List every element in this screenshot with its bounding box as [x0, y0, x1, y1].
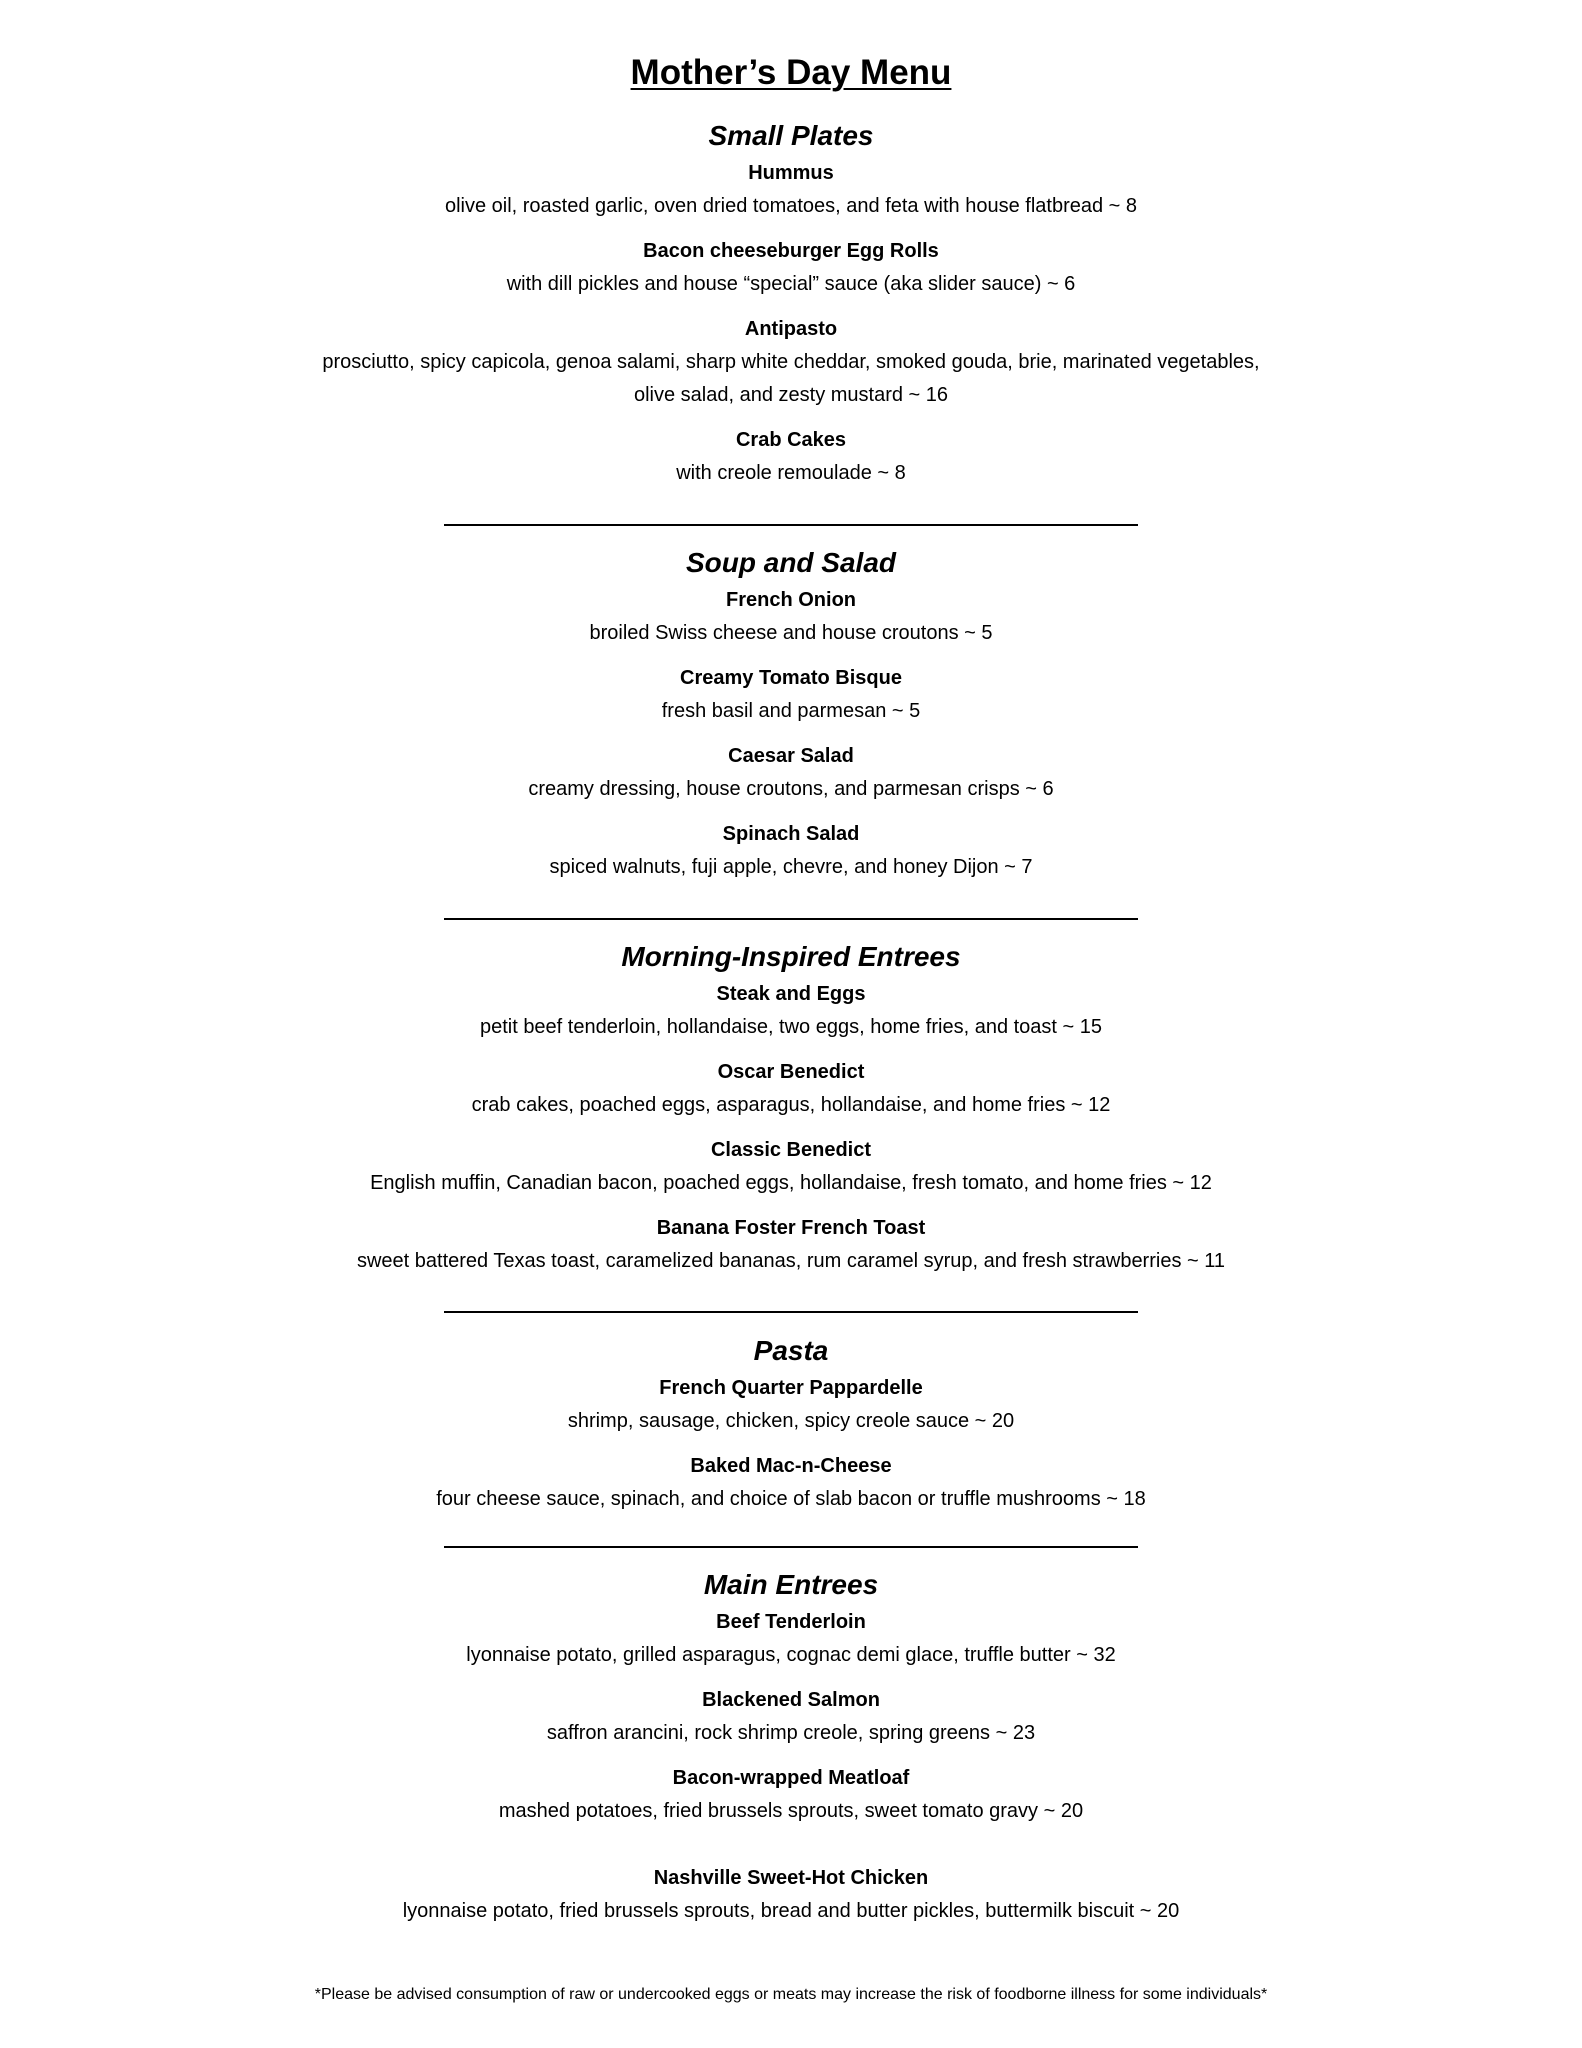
menu-item-french-quarter-pappardelle: [0, 1372, 1582, 1438]
item-description-line: petit beef tenderloin, hollandaise, two eggs, home fries, and toast ~ 15: [479, 1016, 1103, 1038]
item-description: [0, 617, 1582, 650]
section-title: Pasta: [753, 1335, 829, 1366]
item-description-line: saffron arancini, rock shrimp creole, spring greens ~ 23: [546, 1722, 1036, 1744]
item-description: [0, 1089, 1582, 1122]
menu-item-french-onion: [0, 584, 1582, 650]
item-description-line: spiced walnuts, fuji apple, chevre, and honey Dijon ~ 7: [549, 856, 1033, 878]
menu-item-hummus: [0, 157, 1582, 223]
item-name: Baked Mac-n-Cheese: [690, 1455, 892, 1477]
menu-item-antipasto: [0, 313, 1582, 412]
section-small-plates: [0, 117, 1582, 502]
menu-item-baked-mac-n-cheese: [0, 1450, 1582, 1516]
item-description-line: lyonnaise potato, grilled asparagus, cognac demi glace, truffle butter ~ 32: [466, 1644, 1116, 1666]
menu-item-steak-and-eggs: [0, 978, 1582, 1044]
item-description: [0, 457, 1582, 490]
item-name: Steak and Eggs: [716, 983, 866, 1005]
item-name: Bacon cheeseburger Egg Rolls: [643, 240, 939, 262]
item-name: French Onion: [726, 589, 856, 611]
item-name: Bacon-wrapped Meatloaf: [672, 1767, 910, 1789]
item-description: [0, 851, 1582, 884]
page-title: Mother’s Day Menu: [630, 53, 952, 92]
item-name: Oscar Benedict: [717, 1061, 865, 1083]
item-description: [0, 695, 1582, 728]
item-name: Nashville Sweet-Hot Chicken: [653, 1867, 929, 1889]
section-title: Small Plates: [708, 120, 874, 151]
item-description-line: olive salad, and zesty mustard ~ 16: [633, 384, 949, 406]
food-safety-disclaimer: *Please be advised consumption of raw or undercooked eggs or meats may increase the risk of foodborne illness for some individuals*: [314, 1986, 1268, 2003]
section-title: Soup and Salad: [685, 547, 897, 578]
item-description: [0, 1895, 1582, 1928]
menu-item-blackened-salmon: [0, 1684, 1582, 1750]
item-name: Hummus: [748, 162, 834, 184]
item-description-line: lyonnaise potato, fried brussels sprouts, bread and butter pickles, buttermilk biscuit ~ 20: [402, 1900, 1180, 1922]
item-description: [0, 773, 1582, 806]
item-description-line: crab cakes, poached eggs, asparagus, hollandaise, and home fries ~ 12: [471, 1094, 1111, 1116]
item-name: Beef Tenderloin: [716, 1611, 866, 1633]
item-description-line: four cheese sauce, spinach, and choice of slab bacon or truffle mushrooms ~ 18: [436, 1488, 1146, 1510]
item-name: Creamy Tomato Bisque: [680, 667, 902, 689]
menu-item-crab-cakes: [0, 424, 1582, 490]
item-name: Spinach Salad: [722, 823, 860, 845]
item-name: Caesar Salad: [728, 745, 854, 767]
item-description-line: broiled Swiss cheese and house croutons ~ 5: [589, 622, 993, 644]
section-soup-and-salad: [0, 544, 1582, 896]
section-morning-inspired-entrees: [0, 938, 1582, 1290]
section-title: Morning-Inspired Entrees: [621, 941, 961, 972]
item-description-line: mashed potatoes, fried brussels sprouts, sweet tomato gravy ~ 20: [498, 1800, 1084, 1822]
menu-item-creamy-tomato-bisque: [0, 662, 1582, 728]
item-description: [0, 1011, 1582, 1044]
item-description-line: English muffin, Canadian bacon, poached eggs, hollandaise, fresh tomato, and home fries ~ 12: [370, 1172, 1212, 1194]
menu-item-spinach-salad: [0, 818, 1582, 884]
item-description: [0, 190, 1582, 223]
menu-item-oscar-benedict: [0, 1056, 1582, 1122]
item-description: [0, 268, 1582, 301]
section-title: Main Entrees: [703, 1569, 879, 1600]
item-description: [0, 1405, 1582, 1438]
item-description: [0, 1717, 1582, 1750]
menu-item-beef-tenderloin: [0, 1606, 1582, 1672]
menu-item-bacon-cheeseburger-egg-rolls: [0, 235, 1582, 301]
section-pasta: [0, 1332, 1582, 1528]
item-name: French Quarter Pappardelle: [659, 1377, 923, 1399]
menu-item-caesar-salad: [0, 740, 1582, 806]
item-name: Crab Cakes: [735, 429, 847, 451]
item-description-line: with creole remoulade ~ 8: [676, 462, 906, 484]
section-divider: [444, 1546, 1138, 1548]
item-description-line: fresh basil and parmesan ~ 5: [661, 700, 921, 722]
menu-item-classic-benedict: [0, 1134, 1582, 1200]
item-name: Antipasto: [744, 318, 838, 340]
item-description-line: shrimp, sausage, chicken, spicy creole sauce ~ 20: [567, 1410, 1015, 1432]
menu-item-bacon-wrapped-meatloaf: [0, 1762, 1582, 1828]
item-description-line: with dill pickles and house “special” sauce (aka slider sauce) ~ 6: [506, 273, 1076, 295]
item-description-line: creamy dressing, house croutons, and parmesan crisps ~ 6: [528, 778, 1054, 800]
section-divider: [444, 1311, 1138, 1313]
item-description-line: olive oil, roasted garlic, oven dried tomatoes, and feta with house flatbread ~ 8: [444, 195, 1138, 217]
item-description: [0, 1167, 1582, 1200]
item-description-line: sweet battered Texas toast, caramelized bananas, rum caramel syrup, and fresh strawberries ~ 11: [356, 1250, 1226, 1272]
item-name: Banana Foster French Toast: [656, 1217, 926, 1239]
item-description: [0, 1483, 1582, 1516]
section-divider: [444, 918, 1138, 920]
item-name: Classic Benedict: [710, 1139, 872, 1161]
section-main-entrees: [0, 1566, 1582, 1940]
item-description: [0, 1245, 1582, 1278]
item-description: [0, 346, 1582, 412]
item-description-line: prosciutto, spicy capicola, genoa salami, sharp white cheddar, smoked gouda, brie, marinated vegetables,: [322, 351, 1260, 373]
item-name: Blackened Salmon: [702, 1689, 880, 1711]
item-description: [0, 1795, 1582, 1828]
menu-item-nashville-sweet-hot-chicken: [0, 1862, 1582, 1928]
item-description: [0, 1639, 1582, 1672]
menu-item-banana-foster-french-toast: [0, 1212, 1582, 1278]
section-divider: [444, 524, 1138, 526]
